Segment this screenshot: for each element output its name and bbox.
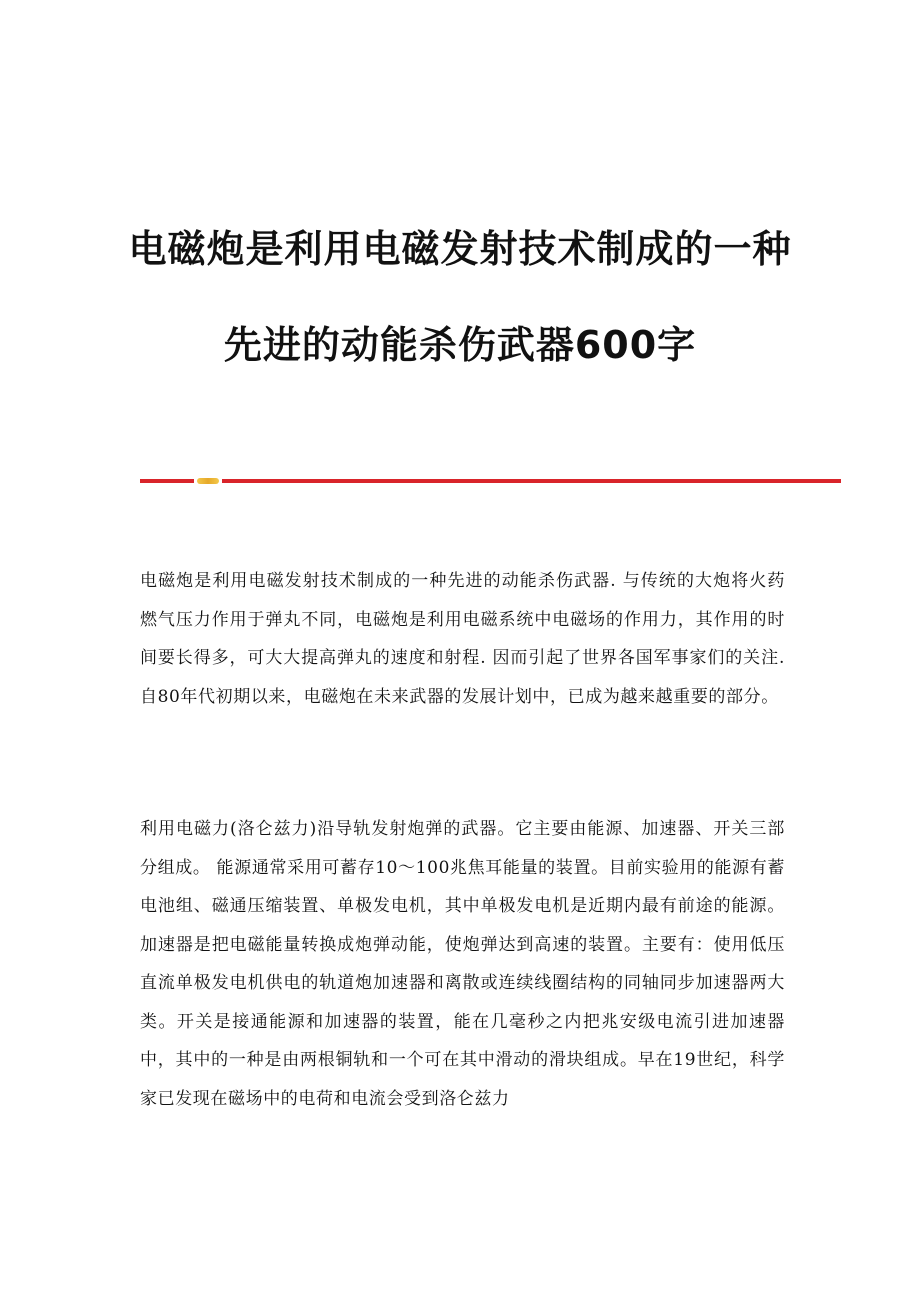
document-title-line-2: 先进的动能杀伤武器600字 [223,323,697,367]
divider-bar-right [222,479,841,483]
title-divider [140,478,841,484]
divider-bar-left [140,479,194,483]
divider-ornament-icon [197,478,219,484]
body-paragraph-1: 电磁炮是利用电磁发射技术制成的一种先进的动能杀伤武器. 与传统的大炮将火药燃气压力作用于弹丸不同，电磁炮是利用电磁系统中电磁场的作用力，其作用的时间要长得多，可大大提高弹丸的速度和射程. 因而引起了世界各国军事家们的关注. 自80年代初期以来，电磁炮在未来武器的发展计划中，已成为越来越重要的部分。 [140,571,785,707]
body-paragraph-2: 利用电磁力(洛仑兹力)沿导轨发射炮弹的武器。它主要由能源、加速器、开关三部分组成。 能源通常采用可蓄存10～100兆焦耳能量的装置。目前实验用的能源有蓄电池组、磁通压缩装置、单极发电机，其中单极发电机是近期内最有前途的能源。加速器是把电磁能量转换成炮弹动能，使炮弹达到高速的装置。主要有：使用低压直流单极发电机供电的轨道炮加速器和离散或连续线圈结构的同轴同步加速器两大类。开关是接通能源和加速器的装置，能在几毫秒之内把兆安级电流引进加速器中，其中的一种是由两根铜轨和一个可在其中滑动的滑块组成。早在19世纪，科学家已发现在磁场中的电荷和电流会受到洛仑兹力 [140,819,785,1109]
document-title-line-1: 电磁炮是利用电磁发射技术制成的一种 [128,227,792,271]
